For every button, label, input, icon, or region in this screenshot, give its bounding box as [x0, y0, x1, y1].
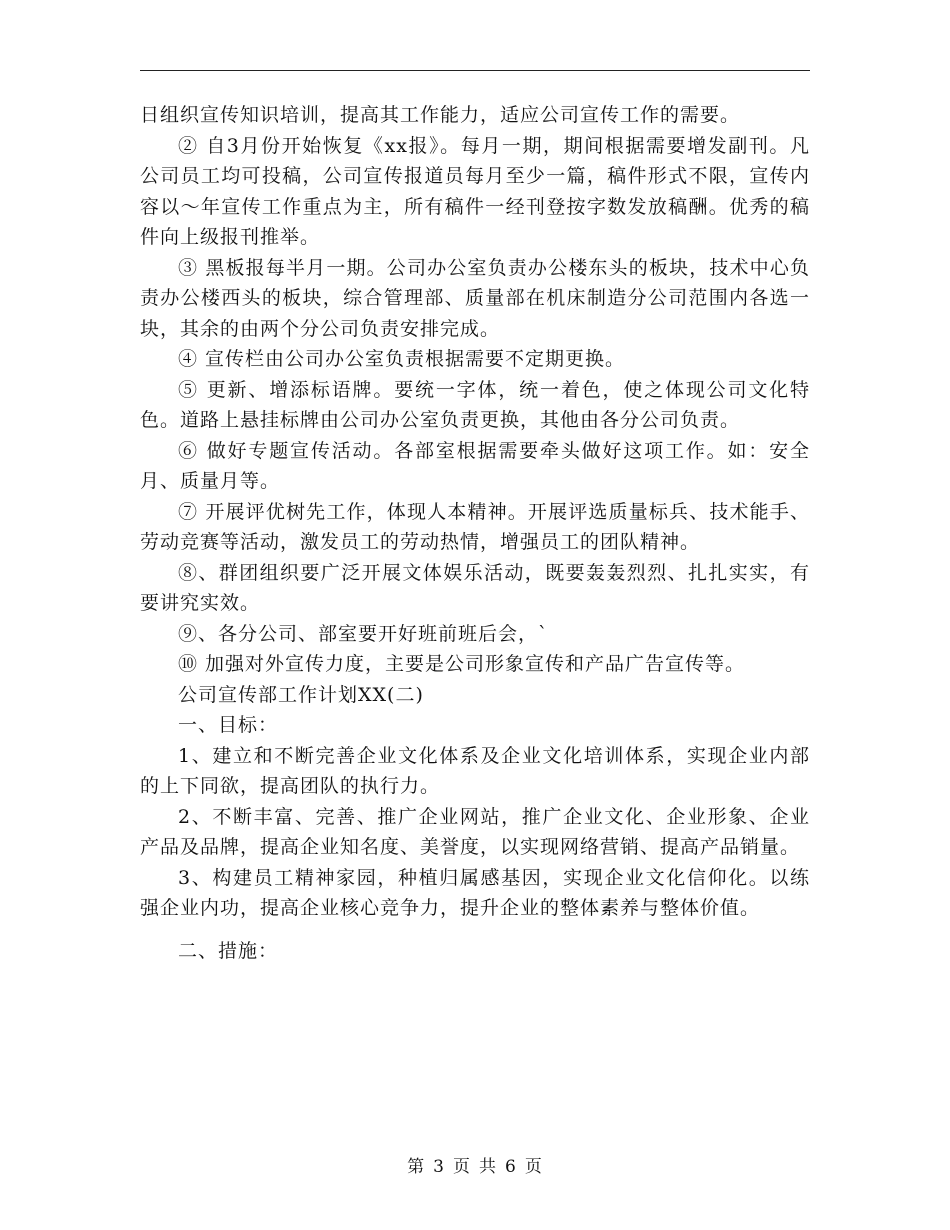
paragraph-item-9: ⑨、各分公司、部室要开好班前班后会，` — [178, 622, 549, 645]
page-footer — [0, 1152, 950, 1177]
paragraph-item-10: ⑩ 加强对外宣传力度，主要是公司形象宣传和产品广告宣传等。 — [178, 653, 746, 675]
paragraph-item-5: ⑤ 更新、增添标语牌。要统一字体，统一着色，使之体现公司文化特色。道路上悬挂标牌由公司办公室负责更换，其他由各分公司负责。 — [140, 378, 810, 431]
footer-prefix: 第 — [407, 1157, 426, 1177]
footer-mid1: 页 — [453, 1157, 471, 1177]
paragraph-continuation: 日组织宣传知识培训，提高其工作能力，适应公司宣传工作的需要。 — [140, 104, 741, 126]
footer-mid2: 共 — [479, 1157, 497, 1177]
goal-1: 1、建立和不断完善企业文化体系及企业文化培训体系，实现企业内部的上下同欲，提高团队的执行力。 — [140, 744, 810, 797]
paragraph-item-4: ④ 宣传栏由公司办公室负责根据需要不定期更换。 — [178, 348, 626, 370]
footer-suffix: 页 — [524, 1157, 543, 1177]
section-title: 公司宣传部工作计划XX(二) — [178, 683, 424, 706]
goal-3: 3、构建员工精神家园，种植归属感基因，实现企业文化信仰化。以练强企业内功，提高企业核心竞争力，提升企业的整体素养与整体价值。 — [140, 866, 810, 919]
paragraph-item-2: ② 自3月份开始恢复《xx报》。每月一期，期间根据需要增发副刊。凡公司员工均可投稿，公司宣传报道员每月至少一篇，稿件形式不限，宣传内容以～年宣传工作重点为主，所有稿件一经刊登按字数发放稿酬。优秀的稿件向上级报刊推举。 — [140, 134, 810, 248]
footer-page-current: 3 — [433, 1157, 445, 1177]
document-body — [140, 100, 810, 966]
heading-measures: 二、措施： — [178, 939, 279, 962]
heading-goals: 一、目标： — [178, 714, 279, 736]
goal-2: 2、不断丰富、完善、推广企业网站，推广企业文化、企业形象、企业产品及品牌，提高企业知名度、美誉度，以实现网络营销、提高产品销量。 — [140, 805, 810, 858]
paragraph-item-6: ⑥ 做好专题宣传活动。各部室根据需要牵头做好这项工作。如：安全月、质量月等。 — [140, 439, 810, 492]
footer-page-total: 6 — [505, 1157, 517, 1177]
paragraph-item-8: ⑧、群团组织要广泛开展文体娱乐活动，既要轰轰烈烈、扎扎实实，有要讲究实效。 — [140, 561, 810, 614]
paragraph-item-7: ⑦ 开展评优树先工作，体现人本精神。开展评选质量标兵、技术能手、劳动竞赛等活动，激发员工的劳动热情，增强员工的团队精神。 — [140, 500, 810, 553]
header-rule — [140, 70, 810, 71]
paragraph-item-3: ③ 黑板报每半月一期。公司办公室负责办公楼东头的板块，技术中心负责办公楼西头的板块，综合管理部、质量部在机床制造分公司范围内各选一块，其余的由两个分公司负责安排完成。 — [140, 256, 810, 340]
